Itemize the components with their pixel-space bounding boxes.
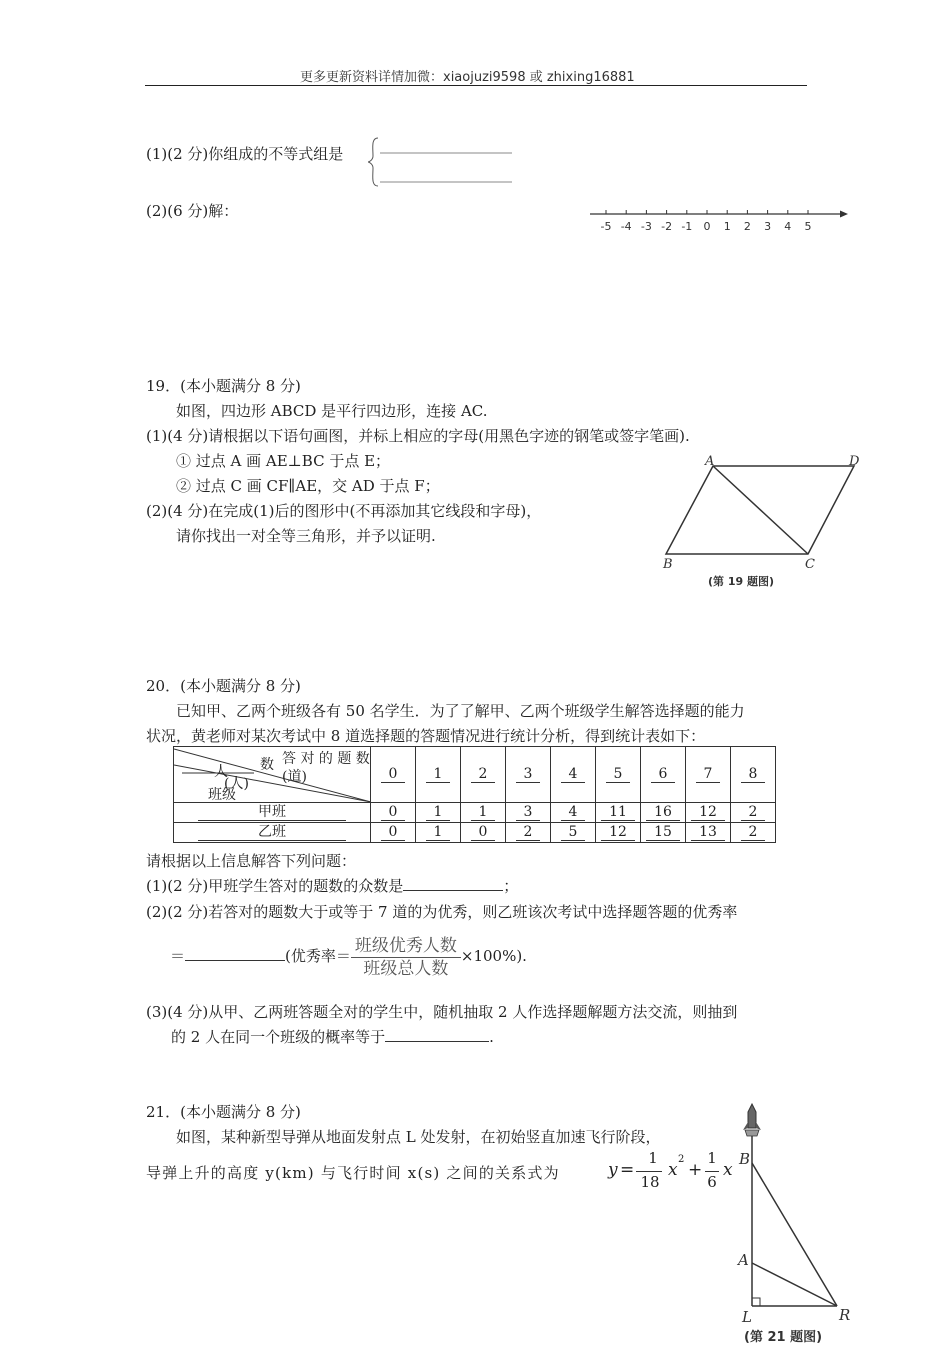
formula-denominator-1: 18 (640, 1173, 660, 1191)
number-line-tick-label: 0 (703, 220, 711, 233)
column-header: 6 (641, 747, 686, 803)
point-b-label: B (663, 557, 673, 572)
q20-intro2: 状况，黄老师对某次考试中 8 道选择题的答题情况进行统计分析，得到统计表如下： (146, 727, 706, 745)
right-angle-mark (752, 1298, 760, 1306)
number-line-tick-label: -3 (640, 220, 652, 233)
corner-label-top: 答 对 的 题 数 (282, 751, 370, 767)
number-line-tick-label: 5 (804, 220, 812, 233)
point-r-label: R (839, 1306, 851, 1324)
table-cell: 2 (506, 823, 551, 843)
diagonal-ac (713, 466, 808, 554)
inequality-system-brace (366, 136, 516, 188)
q20-part2-eq: ＝ (170, 947, 186, 965)
table-row (174, 803, 776, 823)
number-line-tick-label: -1 (681, 220, 693, 233)
table-header-row (174, 747, 776, 803)
table-cell: 13 (686, 823, 731, 843)
table-cell: 12 (686, 803, 731, 823)
formula-x: x (723, 1160, 733, 1180)
page-header: 更多更新资料详情加微：xiaojuzi9598 或 zhixing16881 (300, 70, 635, 85)
table-cell: 11 (596, 803, 641, 823)
point-l-label: L (742, 1308, 752, 1325)
column-header: 4 (551, 747, 596, 803)
table-cell: 4 (551, 803, 596, 823)
point-b-label: B (739, 1150, 751, 1168)
table-cell: 1 (416, 823, 461, 843)
formula-plus: + (688, 1160, 703, 1180)
number-line-tick-label: -4 (620, 220, 632, 233)
q19-part2b: 请你找出一对全等三角形，并予以证明. (176, 527, 436, 545)
table-cell: 0 (371, 803, 416, 823)
q20-part3b-line (171, 1027, 494, 1047)
missile-figure (733, 1100, 858, 1325)
point-c-label: C (805, 557, 815, 572)
q19-title: 19．(本小题满分 8 分) (146, 377, 301, 395)
column-header: 0 (371, 747, 416, 803)
table-cell: 0 (461, 823, 506, 843)
q20-answer-blank-2[interactable] (185, 960, 285, 961)
column-header: 7 (686, 747, 731, 803)
corner-label-top2: (道) (282, 769, 307, 785)
q18-part1: (1)(2 分)你组成的不等式组是 (146, 145, 344, 163)
number-line-tick-label: 1 (723, 220, 731, 233)
q21-intro: 如图，某种新型导弹从地面发射点 L 处发射，在初始竖直加速飞行阶段， (176, 1128, 661, 1146)
q21-intro2: 导弹上升的高度 y(km) 与飞行时间 x(s) 之间的关系式为 (146, 1164, 560, 1182)
table-cell: 2 (731, 803, 776, 823)
formula-x-squared: x (668, 1160, 678, 1180)
point-d-label: D (849, 454, 860, 469)
q20-part1: (1)(2 分)甲班学生答对的题数的众数是 (146, 877, 404, 895)
q20-formula-post: ×100%). (460, 947, 527, 965)
fraction-numerator: 班级优秀人数 (351, 935, 461, 958)
number-line-tick-label: 4 (784, 220, 792, 233)
number-line-tick-label: -2 (661, 220, 673, 233)
number-line (586, 204, 851, 234)
formula-numerator-1: 1 (648, 1149, 658, 1167)
number-line-tick-label: 2 (743, 220, 751, 233)
table-cell: 16 (641, 803, 686, 823)
q18-part2: (2)(6 分)解： (146, 202, 239, 220)
number-line-tick-label: 3 (764, 220, 772, 233)
excellence-rate-fraction (351, 935, 461, 980)
table-cell: 3 (506, 803, 551, 823)
q20-part3-end: . (489, 1028, 494, 1046)
column-header: 2 (461, 747, 506, 803)
arrow-right-icon (840, 211, 848, 218)
table-cell: 12 (596, 823, 641, 843)
q21-figure-caption: (第 21 题图) (744, 1330, 823, 1345)
corner-label-mid1: 人 (214, 764, 228, 780)
q20-answer-blank-3[interactable] (385, 1041, 489, 1042)
q20-part3b: 的 2 人在同一个班级的概率等于 (171, 1028, 386, 1046)
formula-eq: = (620, 1160, 635, 1180)
formula-denominator-2: 6 (707, 1173, 717, 1191)
table-cell: 1 (461, 803, 506, 823)
table-cell: 2 (731, 823, 776, 843)
formula-numerator-2: 1 (707, 1149, 717, 1167)
q20-part2-formula-line (170, 934, 527, 980)
missile-icon (743, 1104, 761, 1136)
table-cell: 0 (371, 823, 416, 843)
q20-part1-line (146, 876, 518, 896)
fraction-bar-2 (705, 1171, 719, 1172)
q19-step2: ② 过点 C 画 CF∥AE，交 AD 于点 F； (176, 477, 440, 495)
row-label: 甲班 (174, 803, 371, 823)
stats-table (173, 746, 776, 843)
row-label: 乙班 (174, 823, 371, 843)
point-a-label: A (738, 1251, 749, 1269)
q19-part2: (2)(4 分)在完成(1)后的图形中(不再添加其它线段和字母)， (146, 502, 542, 520)
fraction-denominator: 班级总人数 (363, 958, 449, 979)
q21-title: 21．(本小题满分 8 分) (146, 1103, 301, 1121)
corner-label-mid2: 数 (260, 757, 274, 773)
q20-part2: (2)(2 分)若答对的题数大于或等于 7 道的为优秀，则乙班该次考试中选择题答题的优秀率 (146, 903, 738, 921)
q19-intro: 如图，四边形 ABCD 是平行四边形，连接 AC. (176, 402, 488, 420)
formula-y: y (608, 1160, 618, 1180)
table-corner-cell (174, 747, 371, 803)
q20-part1-end: ； (503, 877, 519, 895)
corner-label-mid3: (人) (224, 776, 249, 792)
q20-answer-blank-1[interactable] (403, 890, 503, 891)
q19-figure-caption: (第 19 题图) (708, 575, 775, 588)
column-header: 5 (596, 747, 641, 803)
column-header: 8 (731, 747, 776, 803)
parallelogram-figure (655, 452, 870, 592)
q20-title: 20．(本小题满分 8 分) (146, 677, 301, 695)
q20-formula-pre: (优秀率＝ (285, 947, 351, 965)
q19-part1: (1)(4 分)请根据以下语句画图，并标上相应的字母(用黑色字迹的钢笔或签字笔画). (146, 427, 690, 445)
column-header: 3 (506, 747, 551, 803)
table-row (174, 823, 776, 843)
corner-label-bottom: 班级 (208, 787, 236, 803)
q19-step1: ① 过点 A 画 AE⊥BC 于点 E； (176, 452, 391, 470)
table-cell: 5 (551, 823, 596, 843)
point-a-label: A (705, 454, 715, 469)
header-rule (145, 85, 807, 86)
table-cell: 1 (416, 803, 461, 823)
formula-exponent: 2 (678, 1154, 685, 1165)
table-cell: 15 (641, 823, 686, 843)
number-line-tick-label: -5 (600, 220, 612, 233)
fraction-bar-1 (636, 1171, 662, 1172)
q20-prompt: 请根据以上信息解答下列问题： (146, 852, 357, 870)
q20-part3: (3)(4 分)从甲、乙两班答题全对的学生中，随机抽取 2 人作选择题解题方法交流，则抽到 (146, 1003, 738, 1021)
q20-intro1: 已知甲、乙两个班级各有 50 名学生．为了了解甲、乙两个班级学生解答选择题的能力 (176, 702, 745, 720)
column-header: 1 (416, 747, 461, 803)
